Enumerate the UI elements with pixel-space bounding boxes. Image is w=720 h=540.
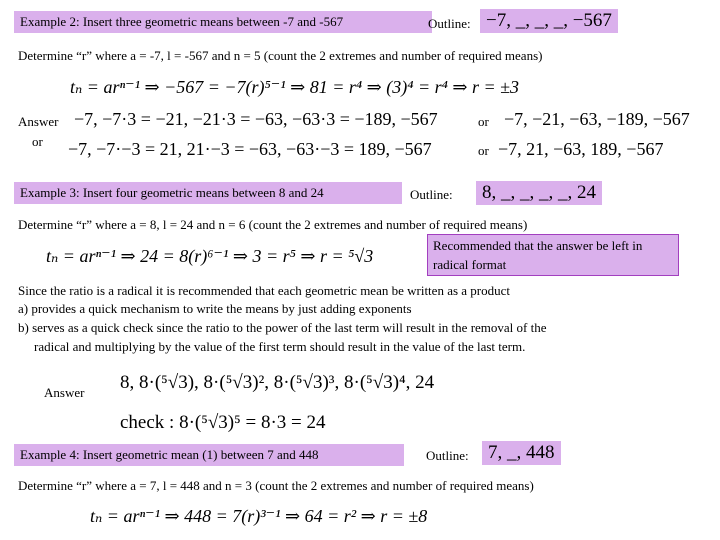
example-3-outline-value: 8, _, _, _, _, 24: [476, 181, 602, 205]
example-2-or-2: or: [478, 143, 489, 158]
example-4-formula: tₙ = arⁿ⁻¹ ⇒ 448 = 7(r)³⁻¹ ⇒ 64 = r² ⇒ r = ±8: [90, 506, 428, 526]
example-2-or-label: or: [32, 134, 43, 149]
radical-format-note: Recommended that the answer be left in radical format: [427, 234, 679, 276]
example-3-check: check : 8·(⁵√3)⁵ = 8·3 = 24: [120, 412, 326, 433]
example-3-formula: tₙ = arⁿ⁻¹ ⇒ 24 = 8(r)⁶⁻¹ ⇒ 3 = r⁵ ⇒ r = ⁵√3: [46, 246, 374, 266]
example-4-title: Example 4: Insert geometric mean (1) between 7 and 448: [14, 444, 404, 466]
example-3-answer-label: Answer: [44, 385, 85, 400]
example-2-formula: tₙ = arⁿ⁻¹ ⇒ −567 = −7(r)⁵⁻¹ ⇒ 81 = r⁴ ⇒ (3)⁴ = r⁴ ⇒ r = ±3: [70, 77, 520, 97]
example-2-answer-2: −7, −7·−3 = 21, 21·−3 = −63, −63·−3 = 189, −567: [68, 139, 432, 159]
example-2-answer-1: −7, −7·3 = −21, −21·3 = −63, −63·3 = −189, −567: [74, 109, 438, 129]
example-3-determine-text: Determine “r” where a = 8, l = 24 and n = 6 (count the 2 extremes and number of required means): [18, 217, 528, 232]
example-3-explanation-2: a) provides a quick mechanism to write the means by just adding exponents: [18, 301, 412, 316]
example-3-outline-label: Outline:: [410, 187, 453, 202]
example-2-or-1: or: [478, 114, 489, 129]
example-2-answer-1-short: −7, −21, −63, −189, −567: [504, 109, 690, 129]
example-2-outline-label: Outline:: [428, 16, 471, 31]
example-4-outline-value: 7, _, 448: [482, 441, 561, 465]
example-3-explanation-1: Since the ratio is a radical it is recommended that each geometric mean be written as a product: [18, 283, 511, 298]
example-2-answer-label: Answer: [18, 114, 59, 129]
example-4-outline-label: Outline:: [426, 448, 469, 463]
example-3-explanation-3: b) serves as a quick check since the ratio to the power of the last term will result in the removal of the: [18, 320, 547, 335]
example-4-determine-text: Determine “r” where a = 7, l = 448 and n = 3 (count the 2 extremes and number of required means): [18, 478, 534, 493]
example-2-answer-2-short: −7, 21, −63, 189, −567: [498, 139, 664, 159]
example-2-title: Example 2: Insert three geometric means between -7 and -567: [14, 11, 432, 33]
example-3-answer: 8, 8·(⁵√3), 8·(⁵√3)², 8·(⁵√3)³, 8·(⁵√3)⁴, 24: [120, 372, 435, 393]
example-2-outline-value: −7, _, _, _, −567: [480, 9, 618, 33]
example-3-explanation-4: radical and multiplying by the value of the first term should result in the value of the last term.: [34, 339, 526, 354]
example-3-title: Example 3: Insert four geometric means between 8 and 24: [14, 182, 402, 204]
example-2-determine-text: Determine “r” where a = -7, l = -567 and n = 5 (count the 2 extremes and number of required means): [18, 48, 543, 63]
